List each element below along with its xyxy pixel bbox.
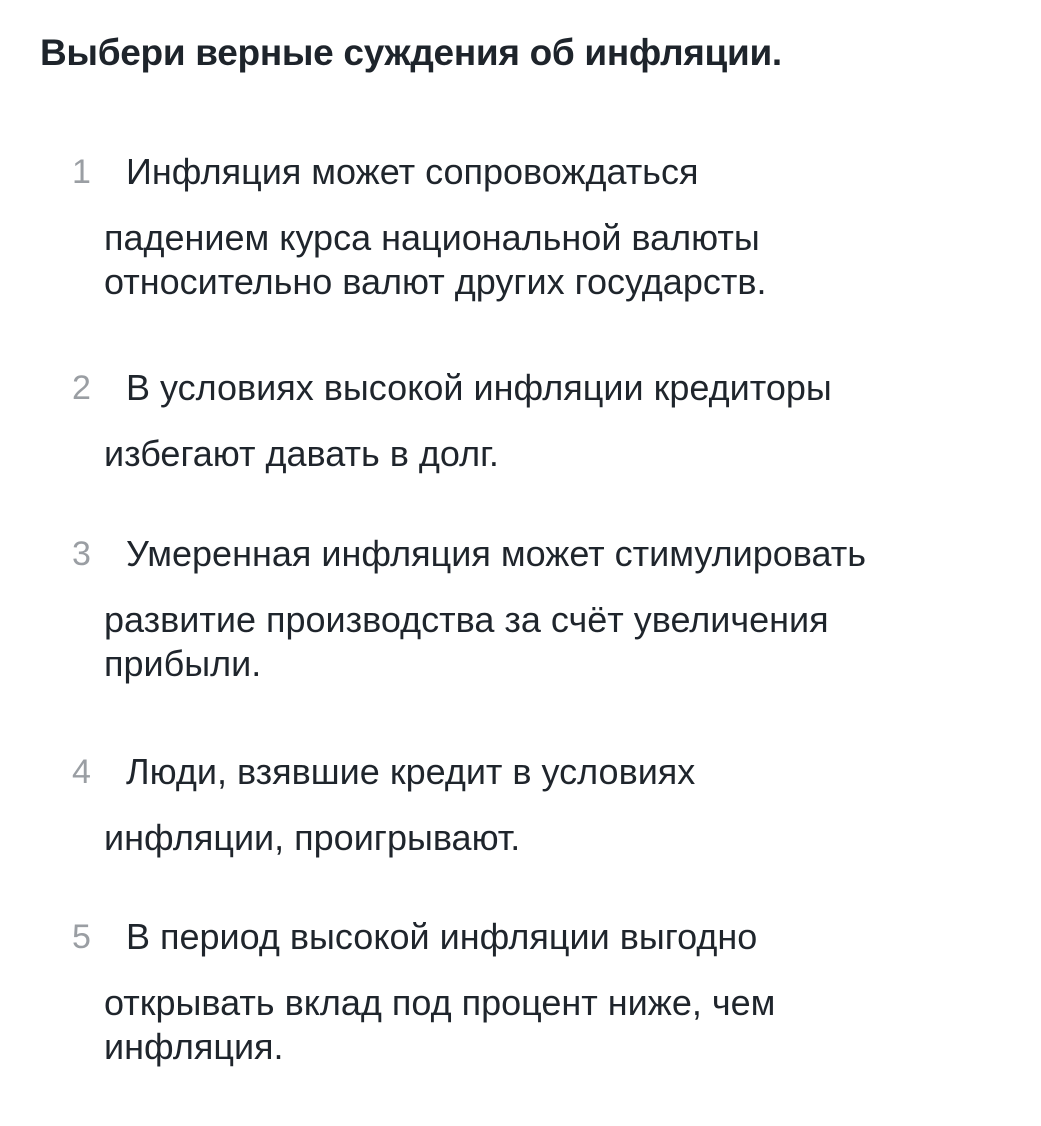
option-number: 5 [72, 918, 91, 956]
option-text-line: Умеренная инфляция может стимулировать [126, 533, 866, 574]
option-text-line: инфляция. [104, 1026, 284, 1067]
option-text [104, 532, 1034, 686]
option-text-line: Инфляция может сопровождаться [126, 151, 699, 192]
option-text-line: открывать вклад под процент ниже, чем [104, 982, 776, 1023]
question-title: Выбери верные суждения об инфляции. [40, 32, 782, 73]
option-number: 4 [72, 753, 91, 791]
option-text [104, 366, 1034, 476]
option-text [104, 915, 1034, 1069]
option-text-line: избегают давать в долг. [104, 433, 499, 474]
option-text-line: В период высокой инфляции выгодно [126, 916, 758, 957]
option-number: 2 [72, 369, 91, 407]
option-text [104, 750, 1034, 860]
option-number: 1 [72, 153, 91, 191]
option-text-line: относительно валют других государств. [104, 261, 767, 302]
option-text-line: прибыли. [104, 643, 262, 684]
option-text-line: развитие производства за счёт увеличения [104, 599, 829, 640]
option-text [104, 150, 1034, 304]
option-text-line: В условиях высокой инфляции кредиторы [126, 367, 832, 408]
option-text-line: падением курса национальной валюты [104, 217, 760, 258]
option-text-line: инфляции, проигрывают. [104, 817, 521, 858]
option-number: 3 [72, 535, 91, 573]
option-text-line: Люди, взявшие кредит в условиях [126, 751, 696, 792]
